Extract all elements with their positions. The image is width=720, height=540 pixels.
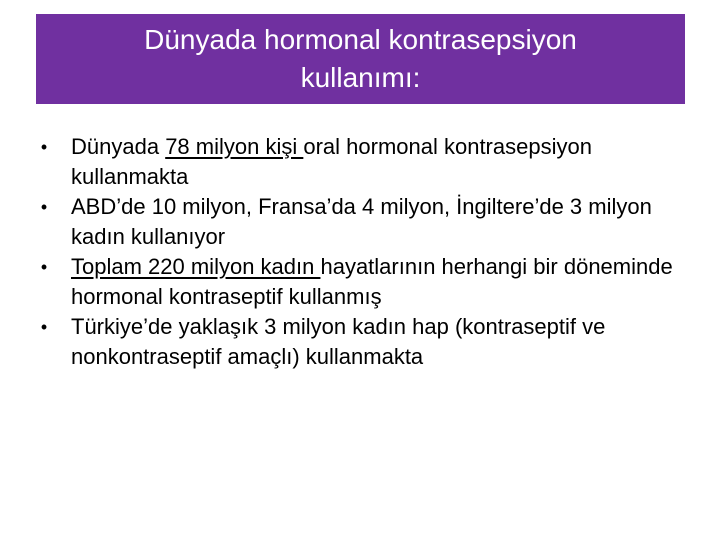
bullet-dot-icon: • [40,317,48,337]
bullet-text-underlined: 78 milyon kişi [165,134,304,159]
bullet-item-3 [34,252,674,312]
bullet-list [34,132,674,372]
title-line-2: kullanımı: [300,62,421,93]
bullet-dot-icon: • [40,137,48,157]
bullet-text-before: Türkiye’de yaklaşık 3 milyon kadın hap (kontraseptif ve nonkontraseptif amaçlı) kullanmakta [71,314,606,369]
bullet-text-before: Dünyada [71,134,166,159]
bullet-text-underlined: Toplam 220 milyon kadın [71,254,321,279]
bullet-item-4 [34,312,674,372]
bullet-text-after: hayatlarının herhangi bir döneminde hormonal kontraseptif kullanmış [71,254,673,309]
bullet-dot-icon: • [40,197,48,217]
bullet-dot-icon: • [40,257,48,277]
slide-title [144,21,577,97]
bullet-text-after: oral hormonal kontrasepsiyon kullanmakta [71,134,592,189]
bullet-item-1 [34,132,674,192]
bullet-item-2 [34,192,674,252]
title-line-1: Dünyada hormonal kontrasepsiyon [144,24,577,55]
title-bar [36,14,685,104]
bullet-text-before: ABD’de 10 milyon, Fransa’da 4 milyon, İngiltere’de 3 milyon kadın kullanıyor [71,194,652,249]
